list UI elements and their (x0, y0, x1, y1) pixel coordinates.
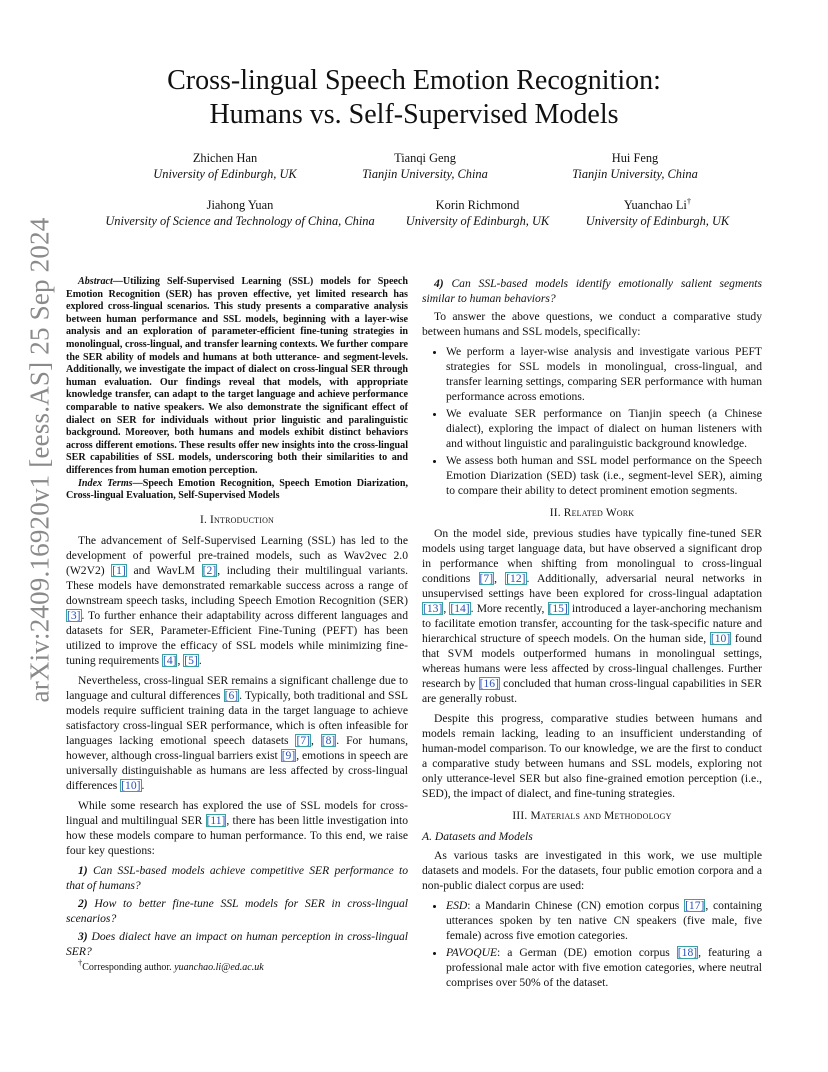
section-heading-related-work: II. Related Work (549, 507, 635, 519)
author-block (95, 197, 385, 229)
index-terms: Index Terms—Speech Emotion Recognition, Speech Emotion Diarization, Cross-lingual Evaluation, Self-Supervised Models (66, 477, 408, 502)
author-email[interactable]: yuanchao.li@ed.ac.uk (174, 962, 264, 973)
citation-link[interactable]: [14] (450, 602, 470, 615)
list-item: • We assess both human and SSL model performance on the Speech Emotion Diarization (SED) task (i.e., segment-level SER), aiming to compare their ability to detect prominent emotion segments. (446, 453, 762, 498)
author-block (385, 197, 570, 229)
list-item: • ESD: a Mandarin Chinese (CN) emotion corpus [17], containing utterances spoken by ten native CN speakers (five male, five female) across five emotion categories. (446, 898, 762, 943)
author-affiliation: University of Science and Technology of China, China (105, 214, 375, 228)
author-affiliation: University of Edinburgh, UK (405, 214, 550, 228)
author-block (125, 150, 325, 182)
research-question-4: 4) Can SSL-based models identify emotionally salient segments similar to human behaviors? (422, 277, 763, 305)
citation-link[interactable]: [11] (206, 813, 226, 827)
list-item: • We perform a layer-wise analysis and investigate various PEFT strategies for SSL models in monolingual, cross-lingual, and transfer learning settings, comparing SER performance with human performance across emotions. (446, 344, 762, 404)
research-question-3: 3) Does dialect have an impact on human perception in cross-lingual SER? (66, 929, 409, 958)
intro-paragraph-3: While some research has explored the use of SSL models for cross-lingual and multilingual SER [11], there has been little investigation into how these models compare to human performance. To this end, we raise four key questions: (66, 798, 408, 857)
list-item: • PAVOQUE: a German (DE) emotion corpus [18], featuring a professional male actor with five emotion categories, where neutral comprises over 50% of the dataset. (446, 945, 762, 990)
citation-link[interactable]: [7] (296, 733, 310, 747)
citation-link[interactable]: [7] (479, 572, 494, 585)
author-name: Korin Richmond (435, 198, 520, 212)
citation-link[interactable]: [15] (548, 602, 568, 615)
author-name: Yuanchao Li† (623, 195, 692, 212)
dataset-list (422, 898, 762, 990)
author-block (570, 197, 745, 229)
citation-link[interactable]: [10] (121, 778, 141, 792)
paper-title (0, 64, 828, 132)
citation-link[interactable]: [5] (184, 653, 198, 667)
arxiv-id: arXiv:2409.16920v1 [eess.AS] 25 Sep 2024 (24, 217, 55, 703)
citation-link[interactable]: [3] (67, 608, 81, 622)
section-heading-introduction: I. Introduction (199, 513, 275, 526)
author-block (535, 150, 735, 182)
related-paragraph-1: On the model side, previous studies have typically fine-tuned SER models using target language data, but have observed a significant drop in performance when shifting from monolingual to cross-lingual conditions [7], [12]. Additionally, adversarial neural networks in unsupervised settings have been explored for cross-lingual adaptation [13], [14]. More recently, [15] introduced a layer-anchoring mechanism to facilitate emotion transfer, accounting for the task-specific nature and hierarchical structure of speech models. On the human side, [10] found that SVM models outperformed humans in monolingual settings, whereas humans were less affected by cross-lingual challenges. Further research by [16] concluded that human cross-lingual capabilities in SER are generally robust. (422, 527, 762, 705)
author-name: Zhichen Han (192, 151, 258, 165)
title-line-2: Humans vs. Self-Supervised Models (209, 99, 619, 130)
citation-link[interactable]: [6] (224, 688, 239, 702)
dagger-mark: † (78, 957, 83, 968)
author-name: Jiahong Yuan (206, 198, 274, 212)
intro-paragraph-4: To answer the above questions, we conduct a comparative study between humans and SSL models, specifically: (422, 310, 762, 338)
author-affiliation: University of Edinburgh, UK (585, 214, 730, 228)
author-affiliation: University of Edinburgh, UK (153, 167, 297, 181)
research-question-2: 2) How to better fine-tune SSL models for SER in cross-lingual scenarios? (66, 896, 409, 925)
citation-link[interactable]: [10] (710, 632, 731, 645)
research-question-1: 1) Can SSL-based models achieve competitive SER performance to that of humans? (66, 863, 409, 892)
contribution-list (422, 344, 762, 498)
intro-paragraph-2: Nevertheless, cross-lingual SER remains a significant challenge due to language and cultural differences [6]. Typically, both traditional and SSL models require sufficient training data in the target language to achieve satisfactory cross-lingual SER performance, which is often infeasible for languages lacking emotional speech datasets [7], [8]. For humans, however, although cross-lingual barriers exist [9], emotions in speech are universally distinguishable as humans are less affected by cross-lingual differences [10]. (66, 673, 409, 792)
arxiv-watermark (16, 217, 64, 703)
author-name: Tianqi Geng (394, 151, 456, 165)
methods-paragraph-1: As various tasks are investigated in this work, we use multiple datasets and models. For the datasets, four public emotion corpora and a non-public dialect corpus are used: (422, 849, 762, 892)
list-item: • We evaluate SER performance on Tianjin speech (a Chinese dialect), exploring the impact of dialect on human listeners with and without linguistic and paralinguistic background knowledge. (446, 406, 762, 451)
related-paragraph-2: Despite this progress, comparative studies between humans and models remain lacking, leading to an insufficient understanding of human-model comparison. To our knowledge, we are the first to conduct a comparative study between humans and SSL models, exploring not only utterance-level SER but also fine-grained emotion perception (i.e., SED), the impact of dialect, and fine-tuning strategies. (422, 712, 762, 800)
citation-link[interactable]: [13] (423, 602, 443, 615)
citation-link[interactable]: [12] (506, 572, 526, 585)
abstract: Abstract—Utilizing Self-Supervised Learning (SSL) models for Speech Emotion Recognition (SER) has proven effective, yet limited research has explored cross-lingual scenarios. This study presents a comparative analysis between human performance and SSL models, beginning with a layer-wise analysis and an exploration of parameter-efficient fine-tuning strategies in monolingual, cross-lingual, and transfer learning contexts. We further compare the SER ability of models and humans at both utterance- and segment-levels. Additionally, we investigate the impact of dialect on cross-lingual SER through human evaluation. Our findings reveal that models, with appropriate knowledge transfer, can adapt to the target language and achieve performance comparable to native speakers. We also demonstrate the significant effect of dialect on SER for individuals without prior linguistic and paralinguistic background. Moreover, both humans and models exhibit distinct behaviors across different emotions. These results offer new insights into the cross-lingual SER capabilities of SSL models, underscoring both their similarities to and differences from human emotion perception. (66, 276, 408, 476)
intro-paragraph-1: The advancement of Self-Supervised Learning (SSL) has led to the development of powerful pre-trained models, such as Wav2vec 2.0 (W2V2) [1] and WavLM [2], including their multilingual variants. These models have demonstrated remarkable success across a range of downstream speech tasks, including Speech Emotion Recognition (SER) [3]. To further enhance their adaptability across different languages and datasets for SER, Parameter-Efficient Fine-Tuning (PEFT) has been utilized to improve the efficacy of SSL models while minimizing fine-tuning requirements [4], [5]. (66, 533, 409, 667)
author-affiliation: Tianjin University, China (362, 167, 488, 181)
footnote: †Corresponding author. yuanchao.li@ed.ac.uk (78, 957, 264, 973)
citation-link[interactable]: [2] (202, 563, 217, 577)
section-heading-methods: III. Materials and Methodology (512, 810, 672, 822)
citation-link[interactable]: [9] (281, 748, 296, 762)
citation-link[interactable]: [4] (162, 653, 177, 667)
citation-link[interactable]: [1] (112, 563, 126, 577)
citation-link[interactable]: [8] (321, 733, 336, 747)
citation-link[interactable]: [18] (677, 946, 698, 959)
author-block (335, 150, 515, 182)
citation-link[interactable]: [17] (685, 899, 705, 912)
author-affiliation: Tianjin University, China (572, 167, 698, 181)
title-line-1: Cross-lingual Speech Emotion Recognition: (167, 65, 661, 96)
citation-link[interactable]: [16] (479, 677, 499, 690)
left-column (66, 276, 408, 962)
subsection-heading: A. Datasets and Models (422, 830, 533, 843)
dagger-mark: † (686, 195, 692, 206)
right-column (422, 276, 762, 995)
author-name: Hui Feng (611, 151, 659, 165)
